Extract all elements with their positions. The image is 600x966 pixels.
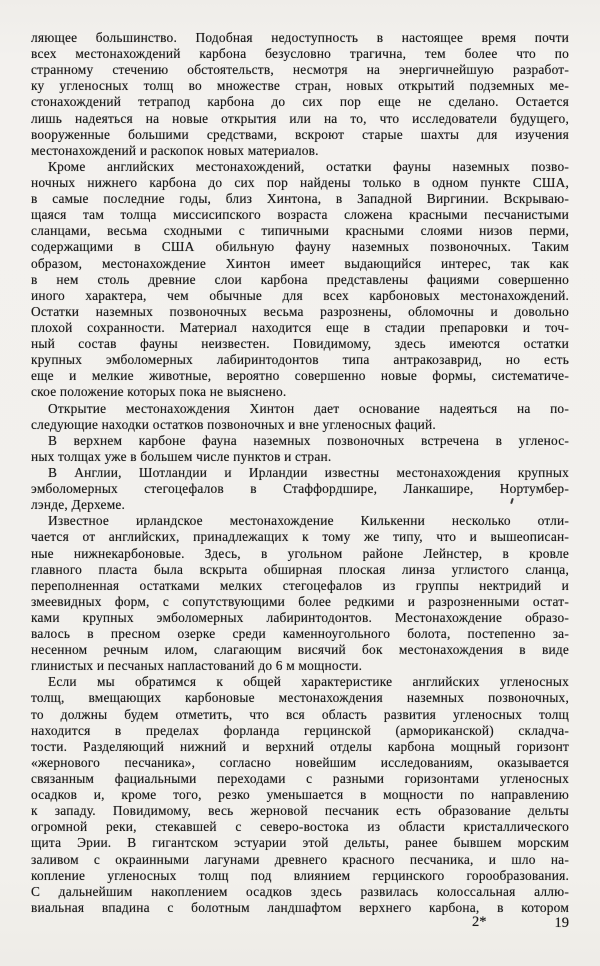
text-line: ный состав фауны неизвестен. Повидимому, здесь имеются остатки	[31, 336, 569, 352]
paragraph	[31, 433, 569, 465]
text-line: следующие находки остатков позвоночных и вне угленосных фаций.	[31, 416, 436, 432]
text-line: ками крупных эмболомерных лабиринтодонтов. Местонахождение образо-	[31, 609, 569, 625]
text-line: то должны будем отметить, что вся область развития угленосных толщ	[31, 706, 569, 722]
text-line: иного характера, чем обычные для всех карбоновых местонахождений.	[31, 287, 569, 303]
text-line: «жернового песчаника», согласно новейшим исследованиям, оказывается	[31, 754, 569, 770]
text-line: Кроме английских местонахождений, остатки фауны наземных позво-	[48, 158, 569, 174]
text-line: ночных нижнего карбона до сих пор найдены только в одном пункте США,	[31, 174, 569, 190]
text-line: лэнде, Дерхеме.	[31, 497, 126, 513]
paragraph	[31, 30, 569, 159]
text-line: стонахождений тетрапод карбона до сих пор еще не сделано. Остается	[31, 94, 569, 110]
text-line: крупных эмболомерных лабиринтодонтов типа антракозаврид, но есть	[31, 352, 569, 368]
text-line: чается от английских, принадлежащих к тому же типу, что и вышеописан-	[31, 529, 569, 545]
text-line: копление угленосных толщ под влиянием герцинского горообразования.	[31, 867, 569, 883]
text-line: образом, местонахождение Хинтон имеет выдающийся интерес, так как	[31, 255, 569, 271]
page-footer	[31, 914, 569, 934]
text-line: ское положение которых пока не выяснено.	[31, 384, 287, 400]
text-line: сланцами, весьма сходными с типичными красными слоями низов перми,	[31, 223, 569, 239]
text-line: несенном речным илом, слагающим висячий бок местонахождения в виде	[31, 642, 569, 658]
text-line: виальная впадина с болотным ландшафтом верхнего карбона, в котором	[31, 899, 569, 915]
text-line: в нем столь древние слои карбона представлены фациями совершенно	[31, 271, 569, 287]
text-line: ку угленосных толщ во множестве стран, новых открытий подземных ме-	[31, 78, 569, 94]
text-line: находится в пределах форланда герцинской (армориканской) складча-	[31, 722, 569, 738]
text-block	[31, 30, 569, 916]
text-line: странному стечению обстоятельств, несмотря на энергичнейшую разработ-	[31, 62, 569, 78]
text-line: в самые последние годы, близ Хинтона, в Западной Виргинии. Вскрываю-	[31, 191, 569, 207]
text-line: Остатки наземных позвоночных весьма разрознены, обломочны и довольно	[31, 303, 569, 319]
text-line: В Англии, Шотландии и Ирландии известны местонахождения крупных	[48, 464, 569, 480]
signature-mark: 2*	[472, 914, 487, 930]
text-line: змеевидных форм, с сопутствующими более редкими и разрозненными остат-	[31, 593, 569, 609]
text-line: Если мы обратимся к общей характеристике английских угленосных	[48, 674, 569, 690]
text-line: местонахождений и раскопок новых материалов.	[31, 142, 319, 158]
text-line: вооруженные большими средствами, вскроют старые шахты для изучения	[31, 126, 569, 142]
text-line: эмболомерных стегоцефалов в Стаффордшире, Ланкашире, Нортумбер-	[31, 481, 569, 497]
text-line: осадков и, кроме того, резко уменьшается в мощности по направлению	[31, 787, 569, 803]
text-line: огромной реки, стекавшей с северо-востока из области кристаллического	[31, 819, 569, 835]
paragraph	[31, 159, 569, 401]
text-line: переполненная остатками мелких стегоцефалов из группы нектридий и	[31, 577, 569, 593]
text-line: ляющее большинство. Подобная недоступность в настоящее время почти	[31, 30, 569, 45]
text-line: ные нижнекарбоновые. Здесь, в угольном районе Лейнстер, в кровле	[31, 545, 569, 561]
text-line: Открытие местонахождения Хинтон дает основание надеяться на по-	[48, 400, 569, 416]
text-line: главного пласта была вскрыта обширная плоская линза углистого сланца,	[31, 561, 569, 577]
paragraph	[31, 401, 569, 433]
text-line: глинистых и песчаных напластований до 6 м мощности.	[31, 658, 363, 674]
page-number: 19	[554, 915, 569, 931]
text-line: ных толщах уже в большем числе пунктов и стран.	[31, 448, 332, 464]
text-line: содержащими в США обильную фауну наземных позвоночных. Таким	[31, 239, 569, 255]
text-line: заливом с окраинными лагунами древнего красного песчаника, и шло на-	[31, 851, 569, 867]
paragraph	[31, 513, 569, 674]
text-line: валось в пресном озерке среди каменноугольного болота, постепенно за-	[31, 626, 569, 642]
text-line: плохой сохранности. Материал находится еще в стадии препаровки и точ-	[31, 319, 569, 335]
text-line: С дальнейшим накоплением осадков здесь развилась колоссальная аллю-	[31, 883, 569, 899]
paragraph	[31, 465, 569, 513]
text-line: щаяся там толща миссисипского возраста сложена красными песчанистыми	[31, 207, 569, 223]
text-line: тости. Разделяющий нижний и верхний отделы карбона мощный горизонт	[31, 738, 569, 754]
text-line: еще и мелкие животные, вероятно совершенно новые формы, систематиче-	[31, 368, 569, 384]
paragraph	[31, 674, 569, 916]
text-line: лишь надеяться на новые открытия или на то, что исследователи будущего,	[31, 110, 569, 126]
text-line: Известное ирландское местонахождение Килькенни несколько отли-	[48, 513, 569, 529]
text-line: связанным фациальными переходами с разными горизонтами угленосных	[31, 771, 569, 787]
text-line: щита Эрии. В гигантском эстуарии этой дельты, ранее бывшем морским	[31, 835, 569, 851]
text-line: толщ, вмещающих карбоновые местонахождения наземных позвоночных,	[31, 690, 569, 706]
text-line: к западу. Повидимому, весь жерновой песчаник есть образование дельты	[31, 803, 569, 819]
text-line: В верхнем карбоне фауна наземных позвоночных встречена в угленос-	[48, 432, 569, 448]
text-line: всех местонахождений карбона безусловно трагична, тем более что по	[31, 46, 569, 62]
